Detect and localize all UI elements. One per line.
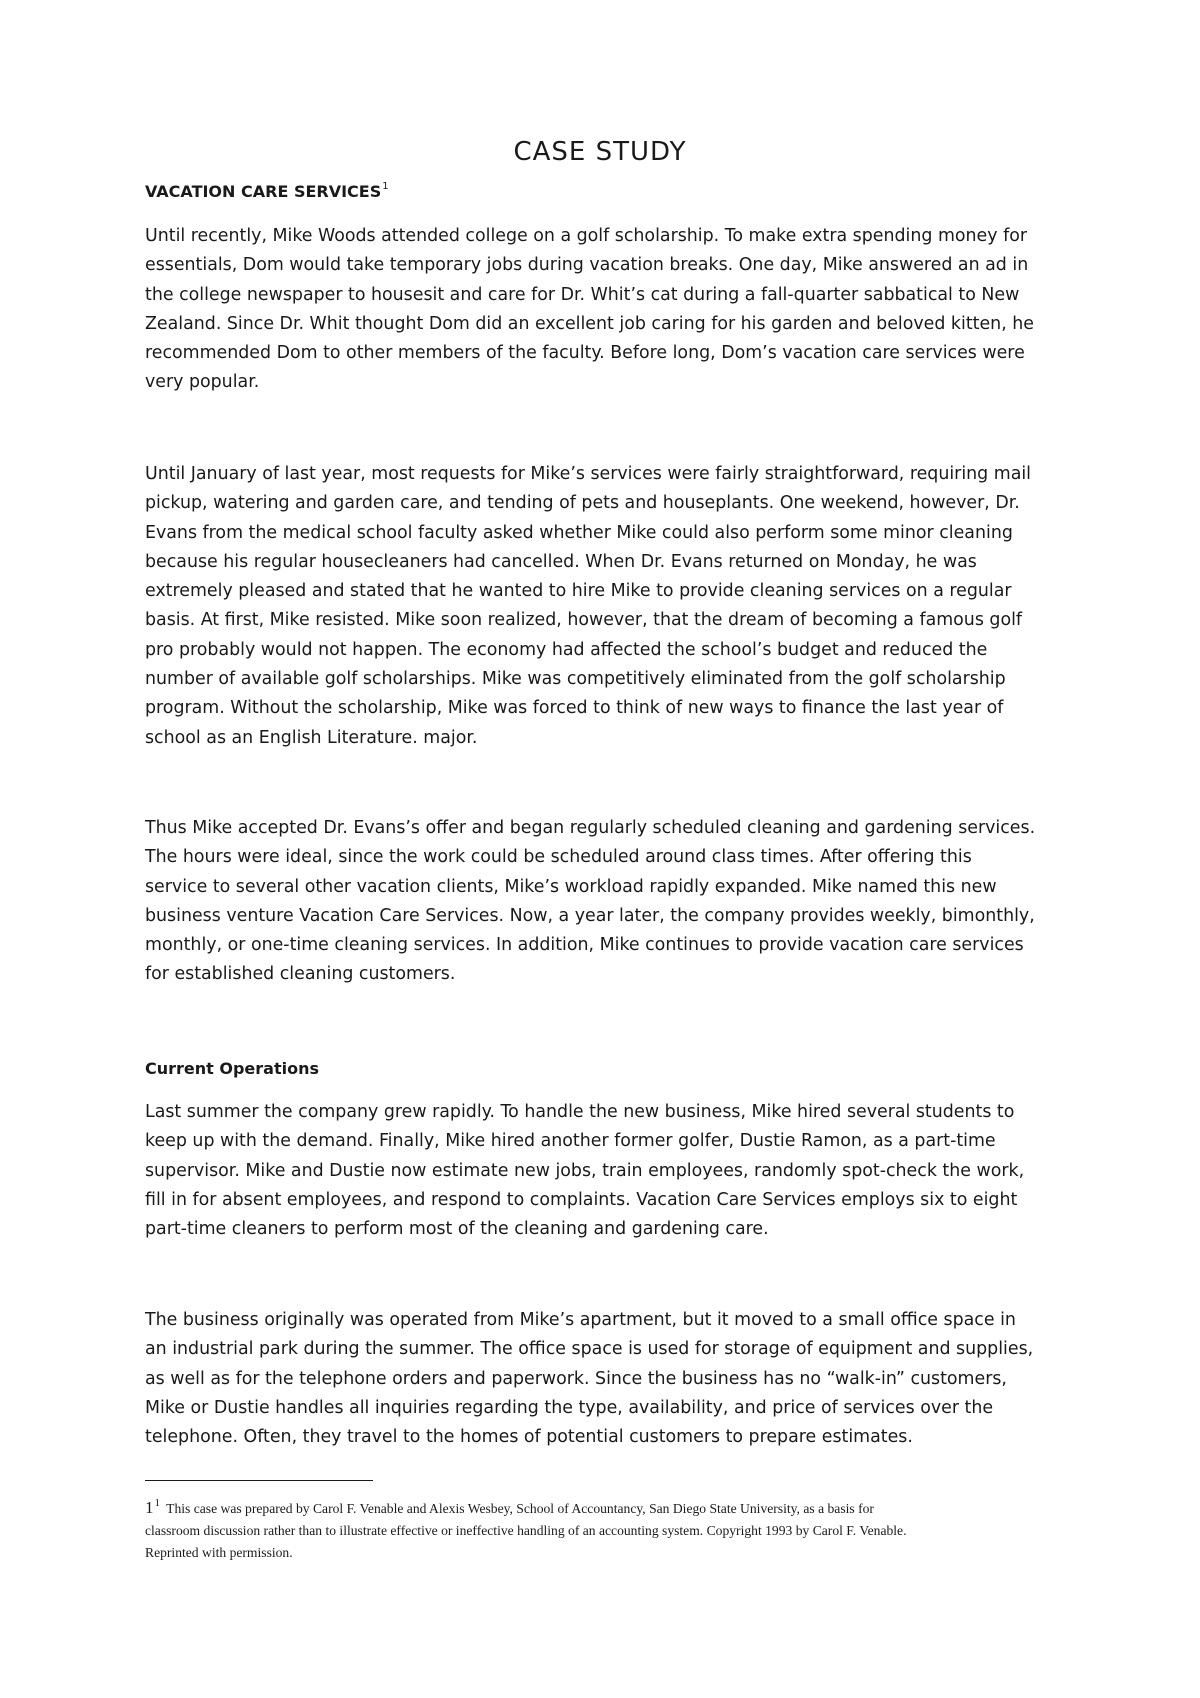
footnote-separator xyxy=(145,1480,373,1481)
section-heading-current-operations: Current Operations xyxy=(145,1059,320,1078)
paragraph-line: number of available golf scholarships. Mike was competitively eliminated from the golf scholarship xyxy=(145,669,1006,690)
footnote-reference: 1 xyxy=(382,181,389,192)
paragraph-line: Until recently, Mike Woods attended college on a golf scholarship. To make extra spending money for xyxy=(145,226,1027,246)
paragraph-line: pro probably would not happen. The economy had affected the school’s budget and reduced the xyxy=(145,639,988,660)
footnote xyxy=(145,1492,1070,1564)
paragraph-line: extremely pleased and stated that he wanted to hire Mike to provide cleaning services on a regular xyxy=(145,581,1012,602)
footnote-line: Reprinted with permission. xyxy=(145,1545,293,1560)
paragraph-line: very popular. xyxy=(145,372,260,393)
paragraph-line: Mike or Dustie handles all inquiries regarding the type, availability, and price of services over the xyxy=(145,1397,994,1418)
paragraph-line: Thus Mike accepted Dr. Evans’s offer and began regularly scheduled cleaning and gardening services. xyxy=(145,818,1036,838)
paragraph-line: The hours were ideal, since the work could be scheduled around class times. After offering this xyxy=(145,847,972,868)
footnote-line xyxy=(145,1492,1070,1520)
paragraph-line: an industrial park during the summer. The office space is used for storage of equipment and supplies, xyxy=(145,1339,1034,1360)
paragraph-line: keep up with the demand. Finally, Mike hired another former golfer, Dustie Ramon, as a part-time xyxy=(145,1131,996,1152)
paragraph-business-venture xyxy=(145,814,1070,990)
footnote-number: 1 xyxy=(145,1498,154,1517)
paragraph-intro xyxy=(145,222,1070,398)
section-heading-vacation-care xyxy=(145,176,389,203)
paragraph-line: program. Without the scholarship, Mike was forced to think of new ways to finance the last year of xyxy=(145,698,1004,719)
paragraph-line: essentials, Dom would take temporary jobs during vacation breaks. One day, Mike answered an ad in xyxy=(145,255,1029,276)
paragraph-line: because his regular housecleaners had cancelled. When Dr. Evans returned on Monday, he was xyxy=(145,551,977,572)
paragraph-operations-office xyxy=(145,1306,1070,1452)
paragraph-line: as well as for the telephone orders and paperwork. Since the business has no “walk-in” customers, xyxy=(145,1368,1007,1389)
page-title: CASE STUDY xyxy=(513,137,687,167)
paragraph-line: recommended Dom to other members of the faculty. Before long, Dom’s vacation care services were xyxy=(145,343,1025,364)
paragraph-line: monthly, or one-time cleaning services. In addition, Mike continues to provide vacation care services xyxy=(145,935,1024,956)
paragraph-line: The business originally was operated from Mike’s apartment, but it moved to a small office space in xyxy=(145,1310,1016,1330)
footnote-text: This case was prepared by Carol F. Venable and Alexis Wesbey, School of Accountancy, San Diego State University, as a basis for xyxy=(163,1501,874,1516)
paragraph-line: pickup, watering and garden care, and tending of pets and houseplants. One weekend, however, Dr. xyxy=(145,493,1020,514)
paragraph-line: Zealand. Since Dr. Whit thought Dom did an excellent job caring for his garden and beloved kitten, he xyxy=(145,313,1034,334)
paragraph-line: Evans from the medical school faculty asked whether Mike could also perform some minor cleaning xyxy=(145,522,1013,543)
footnote-superscript: 1 xyxy=(154,1497,160,1509)
paragraph-line: for established cleaning customers. xyxy=(145,964,456,985)
paragraph-line: basis. At first, Mike resisted. Mike soon realized, however, that the dream of becoming a famous golf xyxy=(145,610,1023,631)
paragraph-line: business venture Vacation Care Services. Now, a year later, the company provides weekly, bimonthly, xyxy=(145,905,1035,926)
paragraph-line: school as an English Literature. major. xyxy=(145,727,478,748)
paragraph-line: telephone. Often, they travel to the homes of potential customers to prepare estimates. xyxy=(145,1427,913,1448)
section-heading-label: VACATION CARE SERVICES xyxy=(145,182,382,201)
paragraph-operations-growth xyxy=(145,1098,1070,1244)
paragraph-line: service to several other vacation clients, Mike’s workload rapidly expanded. Mike named this new xyxy=(145,876,997,897)
footnote-line: classroom discussion rather than to illustrate effective or ineffective handling of an accounting system. Copyright 1993 by Carol F. Venable. xyxy=(145,1523,907,1538)
paragraph-line: part-time cleaners to perform most of the cleaning and gardening care. xyxy=(145,1219,769,1240)
paragraph-line: the college newspaper to housesit and care for Dr. Whit’s cat during a fall-quarter sabbatical to New xyxy=(145,284,1020,305)
paragraph-line: Until January of last year, most requests for Mike’s services were fairly straightforward, requiring mail xyxy=(145,464,1032,484)
paragraph-line: fill in for absent employees, and respond to complaints. Vacation Care Services employs six to eight xyxy=(145,1189,1018,1210)
paragraph-history xyxy=(145,460,1070,753)
paragraph-line: supervisor. Mike and Dustie now estimate new jobs, train employees, randomly spot-check the work, xyxy=(145,1160,1025,1181)
paragraph-line: Last summer the company grew rapidly. To handle the new business, Mike hired several students to xyxy=(145,1102,1015,1122)
